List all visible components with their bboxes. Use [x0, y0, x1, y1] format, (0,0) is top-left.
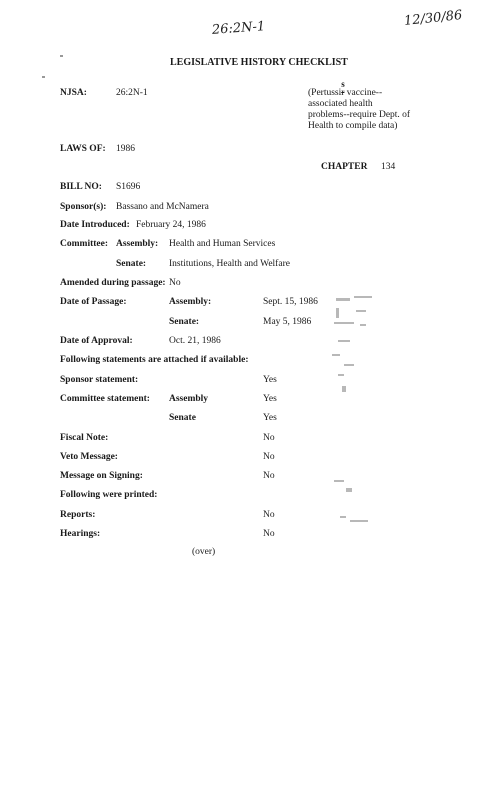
hearings-label: Hearings:: [60, 529, 101, 539]
passage-senate-value: May 5, 1986: [263, 317, 312, 327]
fiscal-note-value: No: [263, 433, 275, 443]
reports-label: Reports:: [60, 510, 96, 520]
sponsors-value: Bassano and McNamera: [116, 202, 209, 212]
date-introduced-value: February 24, 1986: [136, 220, 206, 230]
committee-statement-label: Committee statement:: [60, 394, 150, 404]
amended-value: No: [169, 278, 181, 288]
struck-letter: [341, 79, 345, 99]
margin-mark: [42, 76, 45, 78]
bill-no-label: BILL NO:: [60, 182, 102, 192]
faint-stamp-marks: [330, 290, 390, 530]
committee-assembly-label: Assembly:: [116, 239, 159, 249]
handwritten-correction: s: [341, 79, 345, 89]
njsa-value: 26:2N-1: [116, 88, 148, 98]
passage-assembly-value: Sept. 15, 1986: [263, 297, 318, 307]
page-footer-over: (over): [192, 547, 216, 557]
fiscal-note-label: Fiscal Note:: [60, 433, 109, 443]
message-on-signing-value: No: [263, 471, 275, 481]
attached-statements-heading: Following statements are attached if available:: [60, 355, 249, 365]
handwritten-date: 12/30/86: [403, 7, 464, 30]
date-of-passage-label: Date of Passage:: [60, 297, 127, 307]
veto-message-label: Veto Message:: [60, 452, 118, 462]
committee-statement-senate-label: Senate: [169, 413, 196, 423]
laws-of-label: LAWS OF:: [60, 144, 106, 154]
date-of-approval-value: Oct. 21, 1986: [169, 336, 221, 346]
subject-note-line-4: Health to compile data): [308, 121, 398, 131]
printed-heading: Following were printed:: [60, 490, 158, 500]
subject-note-line-3: problems--require Dept. of: [308, 110, 411, 120]
sponsors-label: Sponsor(s):: [60, 202, 107, 212]
chapter-value: 134: [381, 162, 396, 172]
laws-of-value: 1986: [116, 144, 135, 154]
handwritten-reference: 26:2N-1: [211, 19, 266, 38]
njsa-label: NJSA:: [60, 88, 87, 98]
amended-label: Amended during passage:: [60, 278, 166, 288]
date-of-approval-label: Date of Approval:: [60, 336, 133, 346]
passage-senate-label: Senate:: [169, 317, 200, 327]
passage-assembly-label: Assembly:: [169, 297, 212, 307]
hearings-value: No: [263, 529, 275, 539]
date-introduced-label: Date Introduced:: [60, 220, 130, 230]
subject-note-text: vaccine--: [344, 88, 383, 98]
margin-mark: [60, 55, 63, 57]
subject-note-line-1: [308, 79, 383, 99]
committee-statement-assembly-label: Assembly: [169, 394, 209, 404]
page-title: LEGISLATIVE HISTORY CHECKLIST: [170, 57, 348, 68]
bill-no-value: S1696: [116, 182, 141, 192]
committee-statement-assembly-value: Yes: [263, 394, 277, 404]
message-on-signing-label: Message on Signing:: [60, 471, 143, 481]
subject-note-line-2: associated health: [308, 99, 373, 109]
sponsor-statement-value: Yes: [263, 375, 277, 385]
reports-value: No: [263, 510, 275, 520]
sponsor-statement-label: Sponsor statement:: [60, 375, 139, 385]
committee-assembly-value: Health and Human Services: [169, 239, 276, 249]
committee-senate-value: Institutions, Health and Welfare: [169, 259, 290, 269]
committee-statement-senate-value: Yes: [263, 413, 277, 423]
subject-note-text: (Pertussi: [308, 88, 342, 98]
chapter-label: CHAPTER: [321, 162, 368, 172]
committee-label: Committee:: [60, 239, 109, 249]
struck-letter-text: r: [341, 88, 345, 98]
veto-message-value: No: [263, 452, 275, 462]
committee-senate-label: Senate:: [116, 259, 147, 269]
